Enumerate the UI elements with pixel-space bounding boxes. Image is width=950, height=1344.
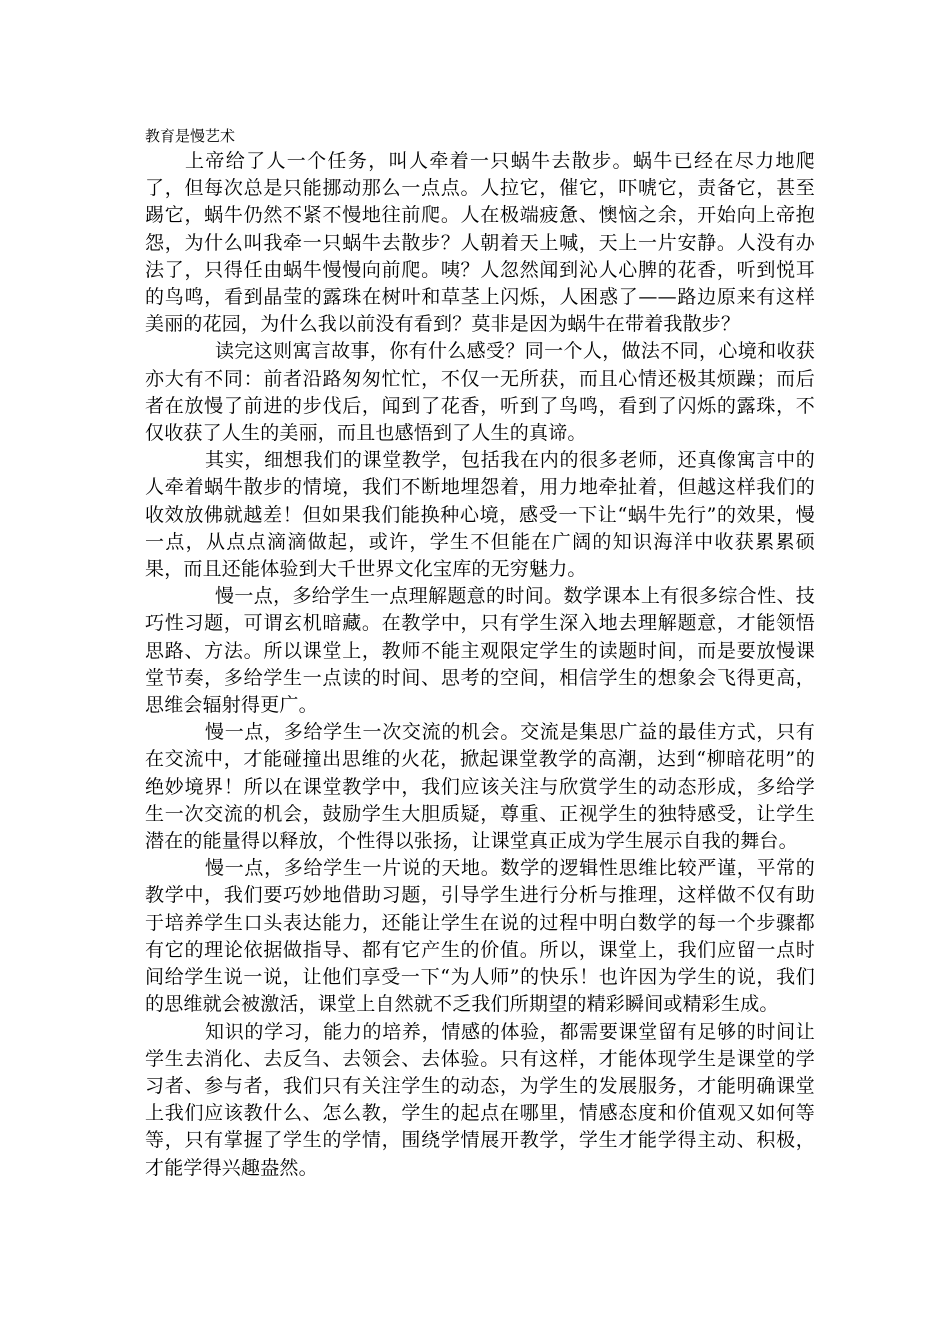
- document-title: 教育是慢艺术: [145, 127, 236, 145]
- paragraph-reflection: 读完这则寓言故事，你有什么感受？同一个人，做法不同，心境和收获亦大有不同：前者沿路匆匆忙忙，不仅一无所获，而且心情还极其烦躁；而后者在放慢了前进的步伐后，闻到了花香，听到了鸟鸣，看到了闪烁的露珠，不仅收获了人生的美丽，而且也感悟到了人生的真谛。: [145, 340, 815, 445]
- paragraph-fable: 上帝给了人一个任务，叫人牵着一只蜗牛去散步。蜗牛已经在尽力地爬了，但每次总是只能挪动那么一点点。人拉它，催它，吓唬它，责备它，甚至踢它，蜗牛仍然不紧不慢地往前爬。人在极端疲惫、懊恼之余，开始向上帝抱怨，为什么叫我牵一只蜗牛去散步？人朝着天上喊，天上一片安静。人没有办法了，只得任由蜗牛慢慢向前爬。咦？人忽然闻到沁人心脾的花香，听到悦耳的鸟鸣，看到晶莹的露珠在树叶和草茎上闪烁，人困惑了——路边原来有这样美丽的花园，为什么我以前没有看到？莫非是因为蜗牛在带着我散步？: [145, 150, 815, 336]
- paragraph-slow-communication: 慢一点，多给学生一次交流的机会。交流是集思广益的最佳方式，只有在交流中，才能碰撞出思维的火花，掀起课堂教学的高潮，达到“柳暗花明”的绝妙境界！所以在课堂教学中，我们应该关注与欣赏学生的动态形成，多给学生一次交流的机会，鼓励学生大胆质疑，尊重、正视学生的独特感受，让学生潜在的能量得以释放，个性得以张扬，让课堂真正成为学生展示自我的舞台。: [145, 721, 815, 853]
- paragraph-classroom: 其实，细想我们的课堂教学，包括我在内的很多老师，还真像寓言中的人牵着蜗牛散步的情境，我们不断地埋怨着，用力地牵扯着，但越这样我们的收效放佛就越差！但如果我们能换种心境，感受一下让“蜗牛先行”的效果，慢一点，从点点滴滴做起，或许，学生不但能在广阔的知识海洋中收获累累硕果，而且还能体验到大千世界文化宝库的无穷魅力。: [145, 449, 815, 581]
- paragraph-slow-speaking: 慢一点，多给学生一片说的天地。数学的逻辑性思维比较严谨，平常的教学中，我们要巧妙地借助习题，引导学生进行分析与推理，这样做不仅有助于培养学生口头表达能力，还能让学生在说的过程中明白数学的每一个步骤都有它的理论依据做指导、都有它产生的价值。所以，课堂上，我们应留一点时间给学生说一说，让他们享受一下“为人师”的快乐！也许因为学生的说，我们的思维就会被激活，课堂上自然就不乏我们所期望的精彩瞬间或精彩生成。: [145, 857, 815, 1016]
- paragraph-slow-understanding: 慢一点，多给学生一点理解题意的时间。数学课本上有很多综合性、技巧性习题，可谓玄机暗藏。在教学中，只有学生深入地去理解题意，才能领悟思路、方法。所以课堂上，教师不能主观限定学生的读题时间，而是要放慢课堂节奏，多给学生一点读的时间、思考的空间，相信学生的想象会飞得更高，思维会辐射得更广。: [145, 585, 815, 717]
- document-page: [145, 126, 815, 1182]
- paragraph-conclusion: 知识的学习，能力的培养，情感的体验，都需要课堂留有足够的时间让学生去消化、去反刍、去领会、去体验。只有这样，才能体现学生是课堂的学习者、参与者，我们只有关注学生的动态，为学生的发展服务，才能明确课堂上我们应该教什么、怎么教，学生的起点在哪里，情感态度和价值观又如何等等，只有掌握了学生的学情，围绕学情展开教学，学生才能学得主动、积极，才能学得兴趣盎然。: [145, 1020, 815, 1179]
